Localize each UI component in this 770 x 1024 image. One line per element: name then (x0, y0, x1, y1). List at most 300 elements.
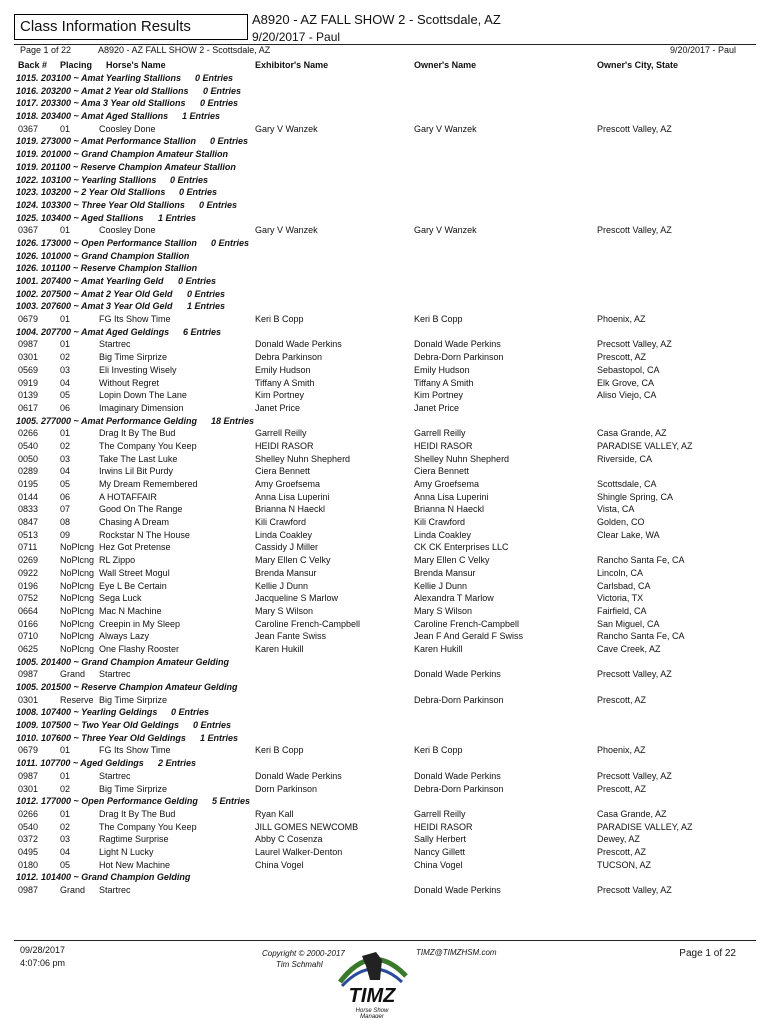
sub-show-date: 9/20/2017 - Paul (669, 45, 736, 55)
entry-row (0, 744, 770, 757)
placing: 01 (60, 770, 71, 781)
placing: 05 (60, 479, 71, 489)
back-number: 0987 (18, 770, 39, 781)
owner-name: Keri B Copp (414, 314, 463, 325)
class-heading (0, 288, 770, 301)
owner-city: Phoenix, AZ (597, 314, 646, 325)
class-heading (0, 174, 770, 187)
back-number: 0195 (18, 479, 39, 489)
owner-city: Vista, CA (597, 504, 635, 515)
class-heading (0, 275, 770, 288)
owner-name: Jean F And Gerald F Swiss (414, 631, 524, 642)
class-title: 1019. 201000 ~ Grand Champion Amateur Stallion (16, 149, 228, 160)
owner-city: PARADISE VALLEY, AZ (597, 440, 693, 451)
entry-row (0, 491, 770, 504)
horse-name: Mac N Machine (99, 605, 162, 616)
class-heading (0, 681, 770, 694)
placing: Reserve (60, 694, 94, 705)
exhibitor-name: Anna Lisa Luperini (255, 491, 330, 502)
entry-row (0, 465, 770, 478)
class-title: 1002. 207500 ~ Amat 2 Year Old Geld (16, 288, 173, 299)
class-heading (0, 110, 770, 123)
class-entry-count: 0 Entries (179, 187, 218, 198)
placing: 04 (60, 377, 71, 388)
entry-row (0, 541, 770, 554)
horse-name: Wall Street Mogul (99, 567, 170, 578)
entry-row (0, 453, 770, 466)
back-number: 0919 (18, 377, 39, 388)
back-number: 0833 (18, 504, 39, 515)
exhibitor-name: Kili Crawford (255, 517, 307, 528)
horse-name: Startrec (99, 339, 131, 350)
class-heading (0, 135, 770, 148)
exhibitor-name: Jacqueline S Marlow (255, 593, 339, 604)
back-number: 0269 (18, 555, 39, 566)
placing: NoPlcng (60, 567, 95, 578)
report-title: Class Information Results (20, 18, 191, 35)
back-number: 0495 (18, 846, 39, 857)
class-heading (0, 326, 770, 339)
class-entry-count: 2 Entries (158, 758, 197, 769)
class-title: 1018. 203400 ~ Amat Aged Stallions (16, 111, 169, 122)
class-title: 1012. 101400 ~ Grand Champion Gelding (16, 872, 191, 883)
owner-name: Gary V Wanzek (414, 123, 477, 134)
exhibitor-name: Laurel Walker-Denton (255, 846, 343, 857)
entry-row (0, 694, 770, 707)
entry-row (0, 478, 770, 491)
owner-city: Prescott, AZ (597, 783, 647, 794)
horse-name: FG Its Show Time (99, 314, 171, 325)
owner-city: Precsott Valley, AZ (597, 770, 672, 781)
class-entry-count: 0 Entries (203, 85, 242, 96)
placing: 06 (60, 402, 71, 413)
owner-city: Rancho Santa Fe, CA (597, 631, 685, 642)
owner-city: Clear Lake, WA (597, 529, 660, 540)
owner-city: Sebastopol, CA (597, 364, 660, 375)
report-title-box (14, 14, 248, 40)
class-entry-count: 0 Entries (193, 720, 232, 731)
owner-name: Brianna N Haeckl (414, 504, 485, 515)
owner-city: PARADISE VALLEY, AZ (597, 821, 693, 832)
class-entry-count: 0 Entries (211, 237, 250, 248)
owner-name: Amy Groefsema (414, 479, 480, 489)
placing: 01 (60, 428, 71, 439)
placing: 06 (60, 491, 71, 502)
footer-rule (14, 940, 756, 941)
owner-name: Gary V Wanzek (414, 225, 477, 236)
class-entry-count: 1 Entries (187, 301, 226, 312)
copyright-author: Tim Schmahl (276, 960, 323, 969)
horse-name: Hot New Machine (99, 859, 171, 870)
back-number: 0513 (18, 529, 39, 540)
back-number: 0540 (18, 440, 39, 451)
horse-name: Always Lazy (99, 631, 150, 642)
class-heading (0, 199, 770, 212)
owner-name: Brenda Mansur (414, 567, 476, 578)
horse-name: Imaginary Dimension (99, 402, 184, 413)
exhibitor-name: Gary V Wanzek (255, 225, 318, 236)
exhibitor-name: Gary V Wanzek (255, 123, 318, 134)
col-exhibitor: Exhibitor's Name (255, 60, 329, 70)
class-title: 1010. 107600 ~ Three Year Old Geldings (16, 732, 186, 743)
owner-city: Golden, CO (597, 517, 645, 528)
class-title: 1011. 107700 ~ Aged Geldings (16, 758, 144, 769)
horse-name: Ragtime Surprise (99, 834, 169, 845)
placing: Grand (60, 669, 86, 680)
page-number-top: Page 1 of 22 (20, 45, 72, 55)
entry-row (0, 567, 770, 580)
sub-show-name: A8920 - AZ FALL SHOW 2 - Scottsdale, AZ (98, 45, 271, 55)
timz-logo-icon (332, 946, 412, 1018)
entry-row (0, 808, 770, 821)
owner-name: Donald Wade Perkins (414, 669, 501, 680)
class-title: 1009. 107500 ~ Two Year Old Geldings (16, 720, 179, 731)
entry-row (0, 516, 770, 529)
entry-row (0, 884, 770, 897)
class-title: 1026. 173000 ~ Open Performance Stallion (16, 237, 197, 248)
entry-row (0, 224, 770, 237)
placing: 05 (60, 390, 71, 401)
exhibitor-name: Amy Groefsema (255, 479, 321, 489)
exhibitor-name: Cassidy J Miller (255, 542, 319, 553)
back-number: 0166 (18, 618, 39, 629)
horse-name: Hez Got Pretense (99, 542, 171, 553)
back-number: 0679 (18, 745, 39, 756)
class-heading (0, 871, 770, 884)
placing: 01 (60, 225, 71, 236)
entry-row (0, 859, 770, 872)
class-heading (0, 732, 770, 745)
class-heading (0, 757, 770, 770)
owner-city: Prescott Valley, AZ (597, 123, 672, 134)
class-entry-count: 0 Entries (178, 276, 217, 286)
exhibitor-name: Tiffany A Smith (255, 377, 315, 388)
back-number: 0922 (18, 567, 39, 578)
entry-row (0, 554, 770, 567)
back-number: 0617 (18, 402, 39, 413)
horse-name: Light N Lucky (99, 846, 154, 857)
show-name: A8920 - AZ FALL SHOW 2 - Scottsdale, AZ (252, 12, 501, 27)
placing: 09 (60, 529, 71, 540)
class-title: 1008. 107400 ~ Yearling Geldings (16, 707, 158, 718)
back-number: 0752 (18, 593, 39, 604)
owner-name: Garrell Reilly (414, 808, 466, 819)
back-number: 0625 (18, 643, 39, 654)
class-entry-count: 5 Entries (212, 796, 251, 807)
back-number: 0301 (18, 694, 39, 705)
back-number: 0372 (18, 834, 39, 845)
placing: 01 (60, 745, 71, 756)
placing: 01 (60, 808, 71, 819)
placing: 01 (60, 314, 71, 325)
owner-name: Garrell Reilly (414, 428, 466, 439)
exhibitor-name: Donald Wade Perkins (255, 770, 342, 781)
exhibitor-name: Kim Portney (255, 390, 305, 401)
exhibitor-name: Dorn Parkinson (255, 783, 318, 794)
entry-row (0, 821, 770, 834)
horse-name: Without Regret (99, 377, 160, 388)
class-entry-count: 0 Entries (195, 73, 234, 83)
class-entry-count: 1 Entries (158, 212, 197, 223)
owner-name: Donald Wade Perkins (414, 770, 501, 781)
class-title: 1015. 203100 ~ Amat Yearling Stallions (16, 73, 182, 83)
class-entry-count: 1 Entries (182, 111, 221, 122)
owner-city: Cave Creek, AZ (597, 643, 661, 654)
col-owner: Owner's Name (414, 60, 477, 70)
col-city: Owner's City, State (597, 60, 678, 70)
class-title: 1022. 103100 ~ Yearling Stallions (16, 174, 157, 185)
page-number-bottom: Page 1 of 22 (679, 948, 736, 959)
entry-row (0, 846, 770, 859)
owner-name: Debra-Dorn Parkinson (414, 694, 504, 705)
placing: 04 (60, 846, 71, 857)
class-entry-count: 1 Entries (200, 732, 239, 743)
placing: 03 (60, 364, 71, 375)
horse-name: RL Zippo (99, 555, 136, 566)
owner-city: Phoenix, AZ (597, 745, 646, 756)
entry-row (0, 351, 770, 364)
placing: 02 (60, 821, 71, 832)
horse-name: Eye L Be Certain (99, 580, 167, 591)
exhibitor-name: Ciera Bennett (255, 466, 311, 477)
owner-city: Casa Grande, AZ (597, 428, 667, 439)
owner-name: Janet Price (414, 402, 460, 413)
owner-name: Linda Coakley (414, 529, 472, 540)
exhibitor-name: Brenda Mansur (255, 567, 317, 578)
print-date: 09/28/2017 (20, 945, 66, 955)
owner-name: Debra-Dorn Parkinson (414, 352, 504, 363)
class-heading (0, 161, 770, 174)
class-entry-count: 18 Entries (211, 415, 255, 426)
class-title: 1017. 203300 ~ Ama 3 Year old Stallions (16, 98, 186, 109)
owner-name: Keri B Copp (414, 745, 463, 756)
owner-name: Karen Hukill (414, 643, 463, 654)
exhibitor-name: Debra Parkinson (255, 352, 323, 363)
owner-city: Victoria, TX (597, 593, 644, 604)
placing: 08 (60, 517, 71, 528)
owner-city: Elk Grove, CA (597, 377, 655, 388)
class-title: 1012. 177000 ~ Open Performance Gelding (16, 796, 198, 807)
placing: 03 (60, 453, 71, 464)
owner-name: Emily Hudson (414, 364, 470, 375)
owner-name: Donald Wade Perkins (414, 885, 501, 895)
svg-text:TIMZ: TIMZ (348, 985, 396, 1007)
owner-city: TUCSON, AZ (597, 859, 652, 870)
entry-row (0, 313, 770, 326)
class-heading (0, 262, 770, 275)
back-number: 0301 (18, 783, 39, 794)
class-title: 1026. 101000 ~ Grand Champion Stallion (16, 250, 190, 261)
owner-city: Prescott Valley, AZ (597, 225, 672, 236)
back-number: 0711 (18, 542, 38, 553)
class-title: 1005. 201500 ~ Reserve Champion Amateur Gelding (16, 682, 238, 692)
entry-row (0, 364, 770, 377)
col-horse: Horse's Name (106, 60, 166, 70)
owner-name: Sally Herbert (414, 834, 467, 845)
exhibitor-name: Shelley Nuhn Shepherd (255, 453, 351, 464)
exhibitor-name: Ryan Kall (255, 808, 294, 819)
class-entry-count: 0 Entries (171, 707, 210, 718)
class-entry-count: 0 Entries (170, 174, 209, 185)
horse-name: Startrec (99, 770, 131, 781)
col-back: Back # (18, 60, 48, 70)
class-heading (0, 415, 770, 428)
placing: NoPlcng (60, 618, 95, 629)
class-title: 1016. 203200 ~ Amat 2 Year old Stallions (16, 85, 189, 96)
exhibitor-name: Garrell Reilly (255, 428, 307, 439)
svg-text:Manager: Manager (360, 1014, 384, 1018)
class-title: 1025. 103400 ~ Aged Stallions (16, 212, 144, 223)
horse-name: A HOTAFFAIR (99, 491, 157, 502)
horse-name: Chasing A Dream (99, 517, 170, 528)
horse-name: The Company You Keep (99, 821, 197, 832)
class-title: 1024. 103300 ~ Three Year Old Stallions (16, 199, 185, 210)
owner-name: Debra-Dorn Parkinson (414, 783, 504, 794)
horse-name: Coosley Done (99, 123, 156, 134)
horse-name: Rockstar N The House (99, 529, 190, 540)
class-heading (0, 300, 770, 313)
entry-row (0, 630, 770, 643)
exhibitor-name: Jean Fante Swiss (255, 631, 327, 642)
placing: 02 (60, 783, 71, 794)
exhibitor-name: Mary S Wilson (255, 605, 314, 616)
back-number: 0050 (18, 453, 39, 464)
back-number: 0367 (18, 225, 39, 236)
owner-city: Rancho Santa Fe, CA (597, 555, 685, 566)
entry-row (0, 377, 770, 390)
placing: NoPlcng (60, 580, 95, 591)
owner-name: HEIDI RASOR (414, 440, 473, 451)
placing: 01 (60, 339, 71, 350)
back-number: 0569 (18, 364, 39, 375)
horse-name: Sega Luck (99, 593, 142, 604)
results-list (0, 72, 770, 897)
horse-name: Big Time Sirprize (99, 352, 168, 363)
entry-row (0, 402, 770, 415)
class-entry-count: 0 Entries (200, 98, 239, 109)
entry-row (0, 783, 770, 796)
owner-name: Ciera Bennett (414, 466, 470, 477)
class-title: 1019. 273000 ~ Amat Performance Stallion (16, 136, 197, 147)
class-heading (0, 85, 770, 98)
horse-name: One Flashy Rooster (99, 643, 180, 654)
back-number: 0180 (18, 859, 39, 870)
back-number: 0540 (18, 821, 39, 832)
placing: NoPlcng (60, 542, 95, 553)
owner-name: China Vogel (414, 859, 463, 870)
placing: 02 (60, 352, 71, 363)
back-number: 0144 (18, 491, 39, 502)
exhibitor-name: Keri B Copp (255, 745, 304, 756)
exhibitor-name: Linda Coakley (255, 529, 313, 540)
placing: NoPlcng (60, 593, 95, 604)
horse-name: FG Its Show Time (99, 745, 171, 756)
class-title: 1001. 207400 ~ Amat Yearling Geld (16, 276, 164, 286)
owner-city: Casa Grande, AZ (597, 808, 667, 819)
horse-name: Creepin in My Sleep (99, 618, 181, 629)
back-number: 0710 (18, 631, 39, 642)
entry-row (0, 529, 770, 542)
entry-row (0, 833, 770, 846)
horse-name: Big Time Sirprize (99, 694, 168, 705)
placing: NoPlcng (60, 631, 95, 642)
exhibitor-name: Brianna N Haeckl (255, 504, 326, 515)
owner-name: Mary Ellen C Velky (414, 555, 490, 566)
entry-row (0, 440, 770, 453)
exhibitor-name: JILL GOMES NEWCOMB (255, 821, 359, 832)
back-number: 0679 (18, 314, 39, 325)
horse-name: Drag It By The Bud (99, 808, 176, 819)
exhibitor-name: Janet Price (255, 402, 301, 413)
owner-city: Carlsbad, CA (597, 580, 651, 591)
owner-city: Prescott, AZ (597, 694, 647, 705)
owner-city: Precsott Valley, AZ (597, 669, 672, 680)
contact-email: TIMZ@TIMZHSM.com (416, 948, 497, 957)
exhibitor-name: Kellie J Dunn (255, 580, 309, 591)
horse-name: Irwins Lil Bit Purdy (99, 466, 174, 477)
class-title: 1026. 101100 ~ Reserve Champion Stallion (16, 263, 198, 274)
horse-name: Good On The Range (99, 504, 183, 515)
class-heading (0, 719, 770, 732)
class-title: 1019. 201100 ~ Reserve Champion Amateur Stallion (16, 161, 236, 172)
owner-name: HEIDI RASOR (414, 821, 473, 832)
owner-name: Kili Crawford (414, 517, 466, 528)
class-heading (0, 72, 770, 85)
horse-name: Take The Last Luke (99, 453, 178, 464)
class-heading (0, 656, 770, 669)
entry-row (0, 503, 770, 516)
placing: 05 (60, 859, 71, 870)
print-time: 4:07:06 pm (20, 958, 66, 968)
back-number: 0289 (18, 466, 39, 477)
class-title: 1004. 207700 ~ Amat Aged Geldings (16, 326, 170, 337)
back-number: 0196 (18, 580, 39, 591)
owner-city: Lincoln, CA (597, 567, 644, 578)
exhibitor-name: HEIDI RASOR (255, 440, 314, 451)
placing: NoPlcng (60, 605, 95, 616)
back-number: 0139 (18, 390, 39, 401)
class-title: 1023. 103200 ~ 2 Year Old Stallions (16, 187, 166, 198)
owner-city: Aliso Viejo, CA (597, 390, 657, 401)
placing: 02 (60, 440, 71, 451)
entry-row (0, 389, 770, 402)
horse-name: Startrec (99, 885, 131, 895)
back-number: 0987 (18, 339, 39, 350)
entry-row (0, 618, 770, 631)
placing: Grand (60, 885, 86, 895)
owner-name: Alexandra T Marlow (414, 593, 494, 604)
owner-city: Prescott, AZ (597, 846, 647, 857)
entry-row (0, 580, 770, 593)
class-heading (0, 148, 770, 161)
horse-name: Drag It By The Bud (99, 428, 176, 439)
placing: 07 (60, 504, 71, 515)
back-number: 0367 (18, 123, 39, 134)
owner-city: Precsott Valley, AZ (597, 339, 672, 350)
back-number: 0301 (18, 352, 39, 363)
owner-name: CK CK Enterprises LLC (414, 542, 509, 553)
back-number: 0664 (18, 605, 39, 616)
exhibitor-name: Emily Hudson (255, 364, 311, 375)
class-heading (0, 237, 770, 250)
exhibitor-name: Karen Hukill (255, 643, 304, 654)
horse-name: Coosley Done (99, 225, 156, 236)
exhibitor-name: Abby C Cosenza (255, 834, 323, 845)
entry-row (0, 427, 770, 440)
owner-name: Shelley Nuhn Shepherd (414, 453, 510, 464)
exhibitor-name: China Vogel (255, 859, 304, 870)
entry-row (0, 643, 770, 656)
